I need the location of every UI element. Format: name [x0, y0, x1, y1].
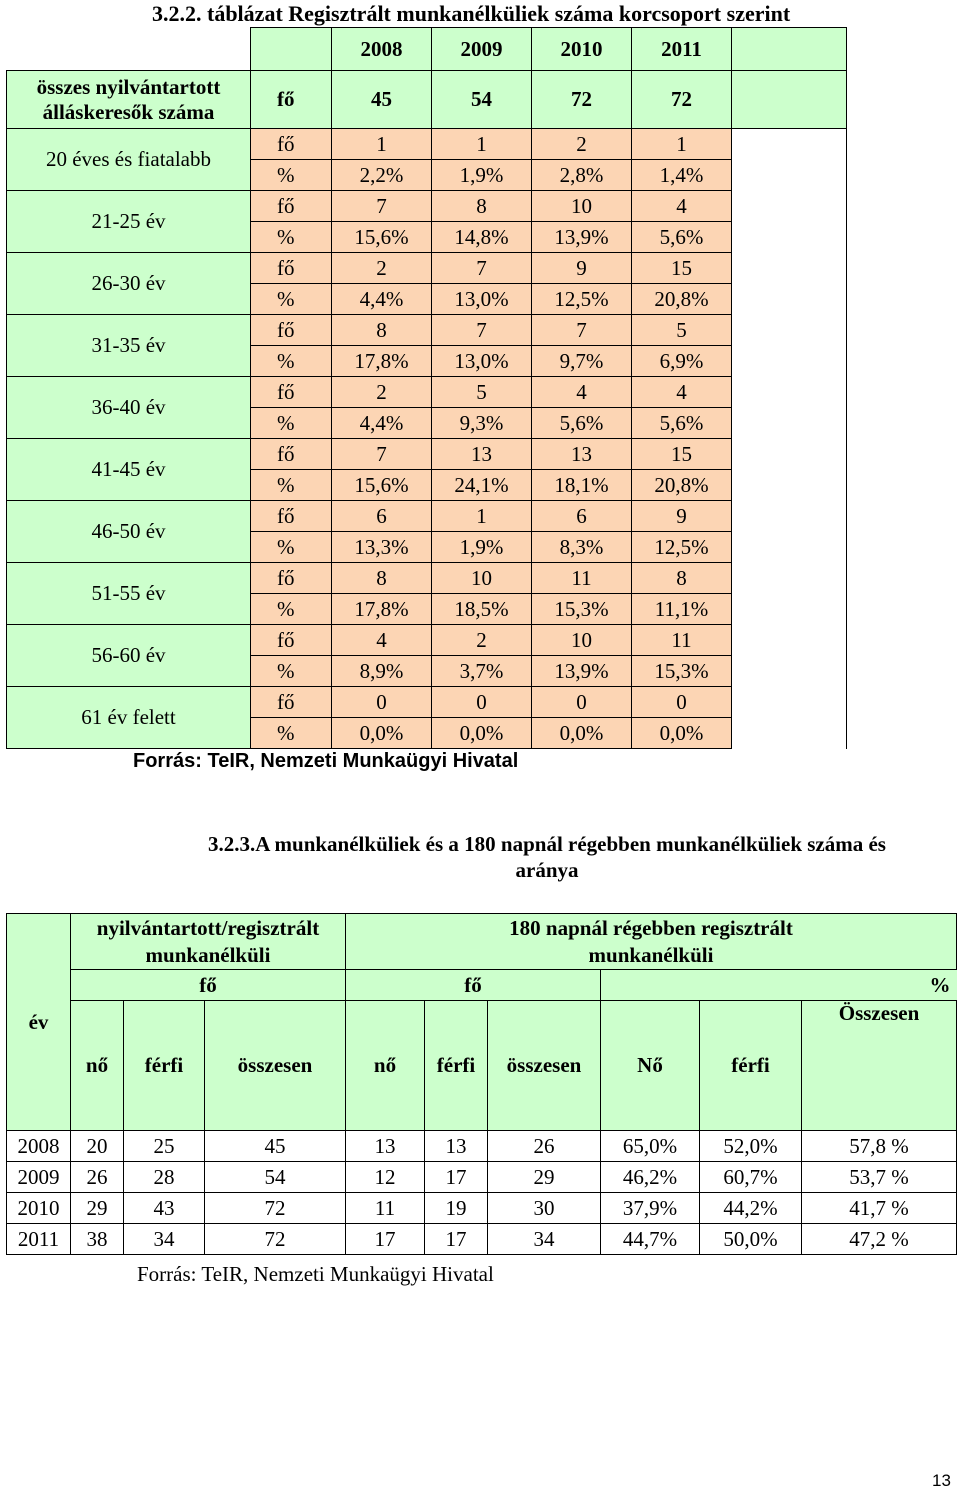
count-value: 1: [432, 501, 532, 532]
count-value: 0: [532, 687, 632, 718]
year-2011: 2011: [632, 28, 732, 71]
data-cell: 65,0%: [601, 1131, 700, 1162]
total-value: 72: [532, 71, 632, 129]
percent-value: 8,9%: [332, 656, 432, 687]
age-row-count: [7, 253, 847, 284]
percent-value: 24,1%: [432, 470, 532, 501]
data-cell: 43: [124, 1193, 205, 1224]
data-cell: 12: [346, 1162, 425, 1193]
unit-count: fő: [251, 315, 332, 346]
count-value: 2: [432, 625, 532, 656]
count-value: 7: [532, 315, 632, 346]
age-label: 31-35 év: [7, 315, 251, 377]
age-row-count: [7, 377, 847, 408]
percent-value: 15,6%: [332, 470, 432, 501]
data-cell: 17: [425, 1162, 488, 1193]
data-cell: 47,2 %: [802, 1224, 957, 1255]
percent-value: 5,6%: [632, 408, 732, 439]
percent-value: 1,9%: [432, 160, 532, 191]
age-label: 46-50 év: [7, 501, 251, 563]
sub-label: összesen: [488, 1001, 601, 1131]
count-value: 8: [432, 191, 532, 222]
data-cell: 46,2%: [601, 1162, 700, 1193]
count-value: 2: [332, 253, 432, 284]
percent-value: 4,4%: [332, 408, 432, 439]
age-row-count: [7, 687, 847, 718]
count-value: 9: [532, 253, 632, 284]
age-row-count: [7, 501, 847, 532]
unit-count: fő: [251, 129, 332, 160]
count-value: 11: [532, 563, 632, 594]
unit2: fő: [346, 970, 601, 1001]
percent-value: 20,8%: [632, 470, 732, 501]
percent-value: 15,6%: [332, 222, 432, 253]
sub-label: összesen: [205, 1001, 346, 1131]
count-value: 6: [332, 501, 432, 532]
percent-value: 1,9%: [432, 532, 532, 563]
unit3: %: [601, 970, 957, 1001]
percent-value: 0,0%: [632, 718, 732, 749]
percent-value: 0,0%: [332, 718, 432, 749]
data-cell: 52,0%: [700, 1131, 802, 1162]
total-pct-label: Összesen: [802, 1001, 957, 1131]
year-data-row: [7, 1162, 957, 1193]
age-group-table: [6, 27, 847, 749]
percent-value: 18,1%: [532, 470, 632, 501]
count-value: 2: [332, 377, 432, 408]
percent-value: 4,4%: [332, 284, 432, 315]
age-label: 51-55 év: [7, 563, 251, 625]
year-2008: 2008: [332, 28, 432, 71]
count-value: 0: [432, 687, 532, 718]
percent-value: 9,7%: [532, 346, 632, 377]
count-value: 11: [632, 625, 732, 656]
percent-value: 8,3%: [532, 532, 632, 563]
unit-count: fő: [251, 253, 332, 284]
age-row-count: [7, 625, 847, 656]
data-cell: 17: [346, 1224, 425, 1255]
percent-value: 13,9%: [532, 222, 632, 253]
percent-value: 0,0%: [432, 718, 532, 749]
percent-value: 13,9%: [532, 656, 632, 687]
data-cell: 11: [346, 1193, 425, 1224]
percent-value: 14,8%: [432, 222, 532, 253]
percent-value: 11,1%: [632, 594, 732, 625]
count-value: 1: [332, 129, 432, 160]
unit-count: fő: [251, 439, 332, 470]
age-label: 20 éves és fiatalabb: [7, 129, 251, 191]
count-value: 15: [632, 439, 732, 470]
sub-label: férfi: [700, 1001, 802, 1131]
data-cell: 34: [124, 1224, 205, 1255]
count-value: 10: [532, 191, 632, 222]
page-number: 13: [932, 1471, 951, 1490]
data-cell: 30: [488, 1193, 601, 1224]
year-2009: 2009: [432, 28, 532, 71]
count-value: 10: [532, 625, 632, 656]
age-label: 36-40 év: [7, 377, 251, 439]
percent-value: 0,0%: [532, 718, 632, 749]
count-value: 4: [332, 625, 432, 656]
data-cell: 29: [71, 1193, 124, 1224]
year-data-row: [7, 1224, 957, 1255]
data-cell: 26: [488, 1131, 601, 1162]
group1-header: nyilvántartott/regisztrált munkanélküli: [71, 914, 346, 970]
unit-count: fő: [251, 563, 332, 594]
count-value: 4: [632, 377, 732, 408]
long-term-unemployment-table: [6, 913, 957, 1255]
age-label: 56-60 év: [7, 625, 251, 687]
count-value: 5: [632, 315, 732, 346]
count-value: 8: [332, 315, 432, 346]
count-value: 7: [432, 253, 532, 284]
table2-title: 3.2.3.A munkanélküliek és a 180 napnál régebben munkanélküliek száma és aránya: [208, 832, 886, 882]
year-2010: 2010: [532, 28, 632, 71]
age-label: 26-30 év: [7, 253, 251, 315]
sub-label: nő: [346, 1001, 425, 1131]
data-cell: 29: [488, 1162, 601, 1193]
count-value: 8: [632, 563, 732, 594]
year-header-row: [7, 28, 847, 71]
sub-header-row: [7, 1001, 957, 1131]
total-value: 45: [332, 71, 432, 129]
data-cell: 25: [124, 1131, 205, 1162]
age-row-count: [7, 191, 847, 222]
data-cell: 57,8 %: [802, 1131, 957, 1162]
count-value: 4: [632, 191, 732, 222]
unit-count: fő: [251, 377, 332, 408]
percent-value: 15,3%: [532, 594, 632, 625]
percent-value: 2,8%: [532, 160, 632, 191]
unit-percent: %: [251, 656, 332, 687]
sub-label: férfi: [124, 1001, 205, 1131]
unit-percent: %: [251, 594, 332, 625]
unit1: fő: [71, 970, 346, 1001]
percent-value: 17,8%: [332, 594, 432, 625]
age-label: 41-45 év: [7, 439, 251, 501]
data-cell: 20: [71, 1131, 124, 1162]
percent-value: 3,7%: [432, 656, 532, 687]
count-value: 7: [332, 439, 432, 470]
data-cell: 34: [488, 1224, 601, 1255]
total-value: 72: [632, 71, 732, 129]
row-year: 2008: [7, 1131, 71, 1162]
count-value: 9: [632, 501, 732, 532]
table1-title: 3.2.2. táblázat Regisztrált munkanélküliek száma korcsoport szerint: [152, 1, 791, 26]
data-cell: 26: [71, 1162, 124, 1193]
count-value: 4: [532, 377, 632, 408]
count-value: 1: [632, 129, 732, 160]
count-value: 7: [332, 191, 432, 222]
percent-value: 13,0%: [432, 284, 532, 315]
data-cell: 41,7 %: [802, 1193, 957, 1224]
count-value: 5: [432, 377, 532, 408]
percent-value: 12,5%: [632, 532, 732, 563]
percent-value: 6,9%: [632, 346, 732, 377]
count-value: 13: [532, 439, 632, 470]
data-cell: 53,7 %: [802, 1162, 957, 1193]
data-cell: 50,0%: [700, 1224, 802, 1255]
total-label: összes nyilvántartott álláskeresők száma: [7, 71, 251, 129]
count-value: 1: [432, 129, 532, 160]
unit-percent: %: [251, 470, 332, 501]
unit-header-row: [7, 970, 957, 1001]
year-data-row: [7, 1131, 957, 1162]
percent-value: 20,8%: [632, 284, 732, 315]
col-year-label: év: [7, 914, 71, 1131]
unit-percent: %: [251, 718, 332, 749]
group-header-row: [7, 914, 957, 970]
count-value: 8: [332, 563, 432, 594]
sub-label: Nő: [601, 1001, 700, 1131]
age-label: 61 év felett: [7, 687, 251, 749]
percent-value: 9,3%: [432, 408, 532, 439]
unit-percent: %: [251, 160, 332, 191]
table1-source: Forrás: TeIR, Nemzeti Munkaügyi Hivatal: [133, 750, 519, 772]
data-cell: 17: [425, 1224, 488, 1255]
unit-percent: %: [251, 346, 332, 377]
data-cell: 37,9%: [601, 1193, 700, 1224]
sub-label: nő: [71, 1001, 124, 1131]
year-data-row: [7, 1193, 957, 1224]
percent-value: 1,4%: [632, 160, 732, 191]
data-cell: 13: [346, 1131, 425, 1162]
unit-percent: %: [251, 408, 332, 439]
data-cell: 54: [205, 1162, 346, 1193]
age-row-count: [7, 439, 847, 470]
total-unit: fő: [251, 71, 332, 129]
row-year: 2010: [7, 1193, 71, 1224]
percent-value: 12,5%: [532, 284, 632, 315]
row-year: 2009: [7, 1162, 71, 1193]
data-cell: 60,7%: [700, 1162, 802, 1193]
count-value: 10: [432, 563, 532, 594]
age-label: 21-25 év: [7, 191, 251, 253]
count-value: 2: [532, 129, 632, 160]
unit-percent: %: [251, 532, 332, 563]
data-cell: 19: [425, 1193, 488, 1224]
unit-count: fő: [251, 191, 332, 222]
data-cell: 45: [205, 1131, 346, 1162]
row-year: 2011: [7, 1224, 71, 1255]
data-cell: 72: [205, 1224, 346, 1255]
age-row-count: [7, 563, 847, 594]
total-value: 54: [432, 71, 532, 129]
data-cell: 38: [71, 1224, 124, 1255]
group2-header: 180 napnál régebben regisztrált munkanélküli: [346, 914, 957, 970]
total-row: [7, 71, 847, 129]
percent-value: 17,8%: [332, 346, 432, 377]
percent-value: 13,3%: [332, 532, 432, 563]
unit-percent: %: [251, 284, 332, 315]
count-value: 15: [632, 253, 732, 284]
count-value: 0: [332, 687, 432, 718]
data-cell: 44,7%: [601, 1224, 700, 1255]
age-row-count: [7, 129, 847, 160]
age-row-count: [7, 315, 847, 346]
count-value: 13: [432, 439, 532, 470]
unit-count: fő: [251, 687, 332, 718]
unit-percent: %: [251, 222, 332, 253]
percent-value: 5,6%: [532, 408, 632, 439]
sub-label: férfi: [425, 1001, 488, 1131]
table2-source: Forrás: TeIR, Nemzeti Munkaügyi Hivatal: [137, 1262, 494, 1286]
count-value: 6: [532, 501, 632, 532]
data-cell: 44,2%: [700, 1193, 802, 1224]
percent-value: 13,0%: [432, 346, 532, 377]
unit-count: fő: [251, 625, 332, 656]
unit-count: fő: [251, 501, 332, 532]
percent-value: 5,6%: [632, 222, 732, 253]
data-cell: 13: [425, 1131, 488, 1162]
percent-value: 18,5%: [432, 594, 532, 625]
percent-value: 15,3%: [632, 656, 732, 687]
percent-value: 2,2%: [332, 160, 432, 191]
count-value: 7: [432, 315, 532, 346]
data-cell: 28: [124, 1162, 205, 1193]
count-value: 0: [632, 687, 732, 718]
data-cell: 72: [205, 1193, 346, 1224]
